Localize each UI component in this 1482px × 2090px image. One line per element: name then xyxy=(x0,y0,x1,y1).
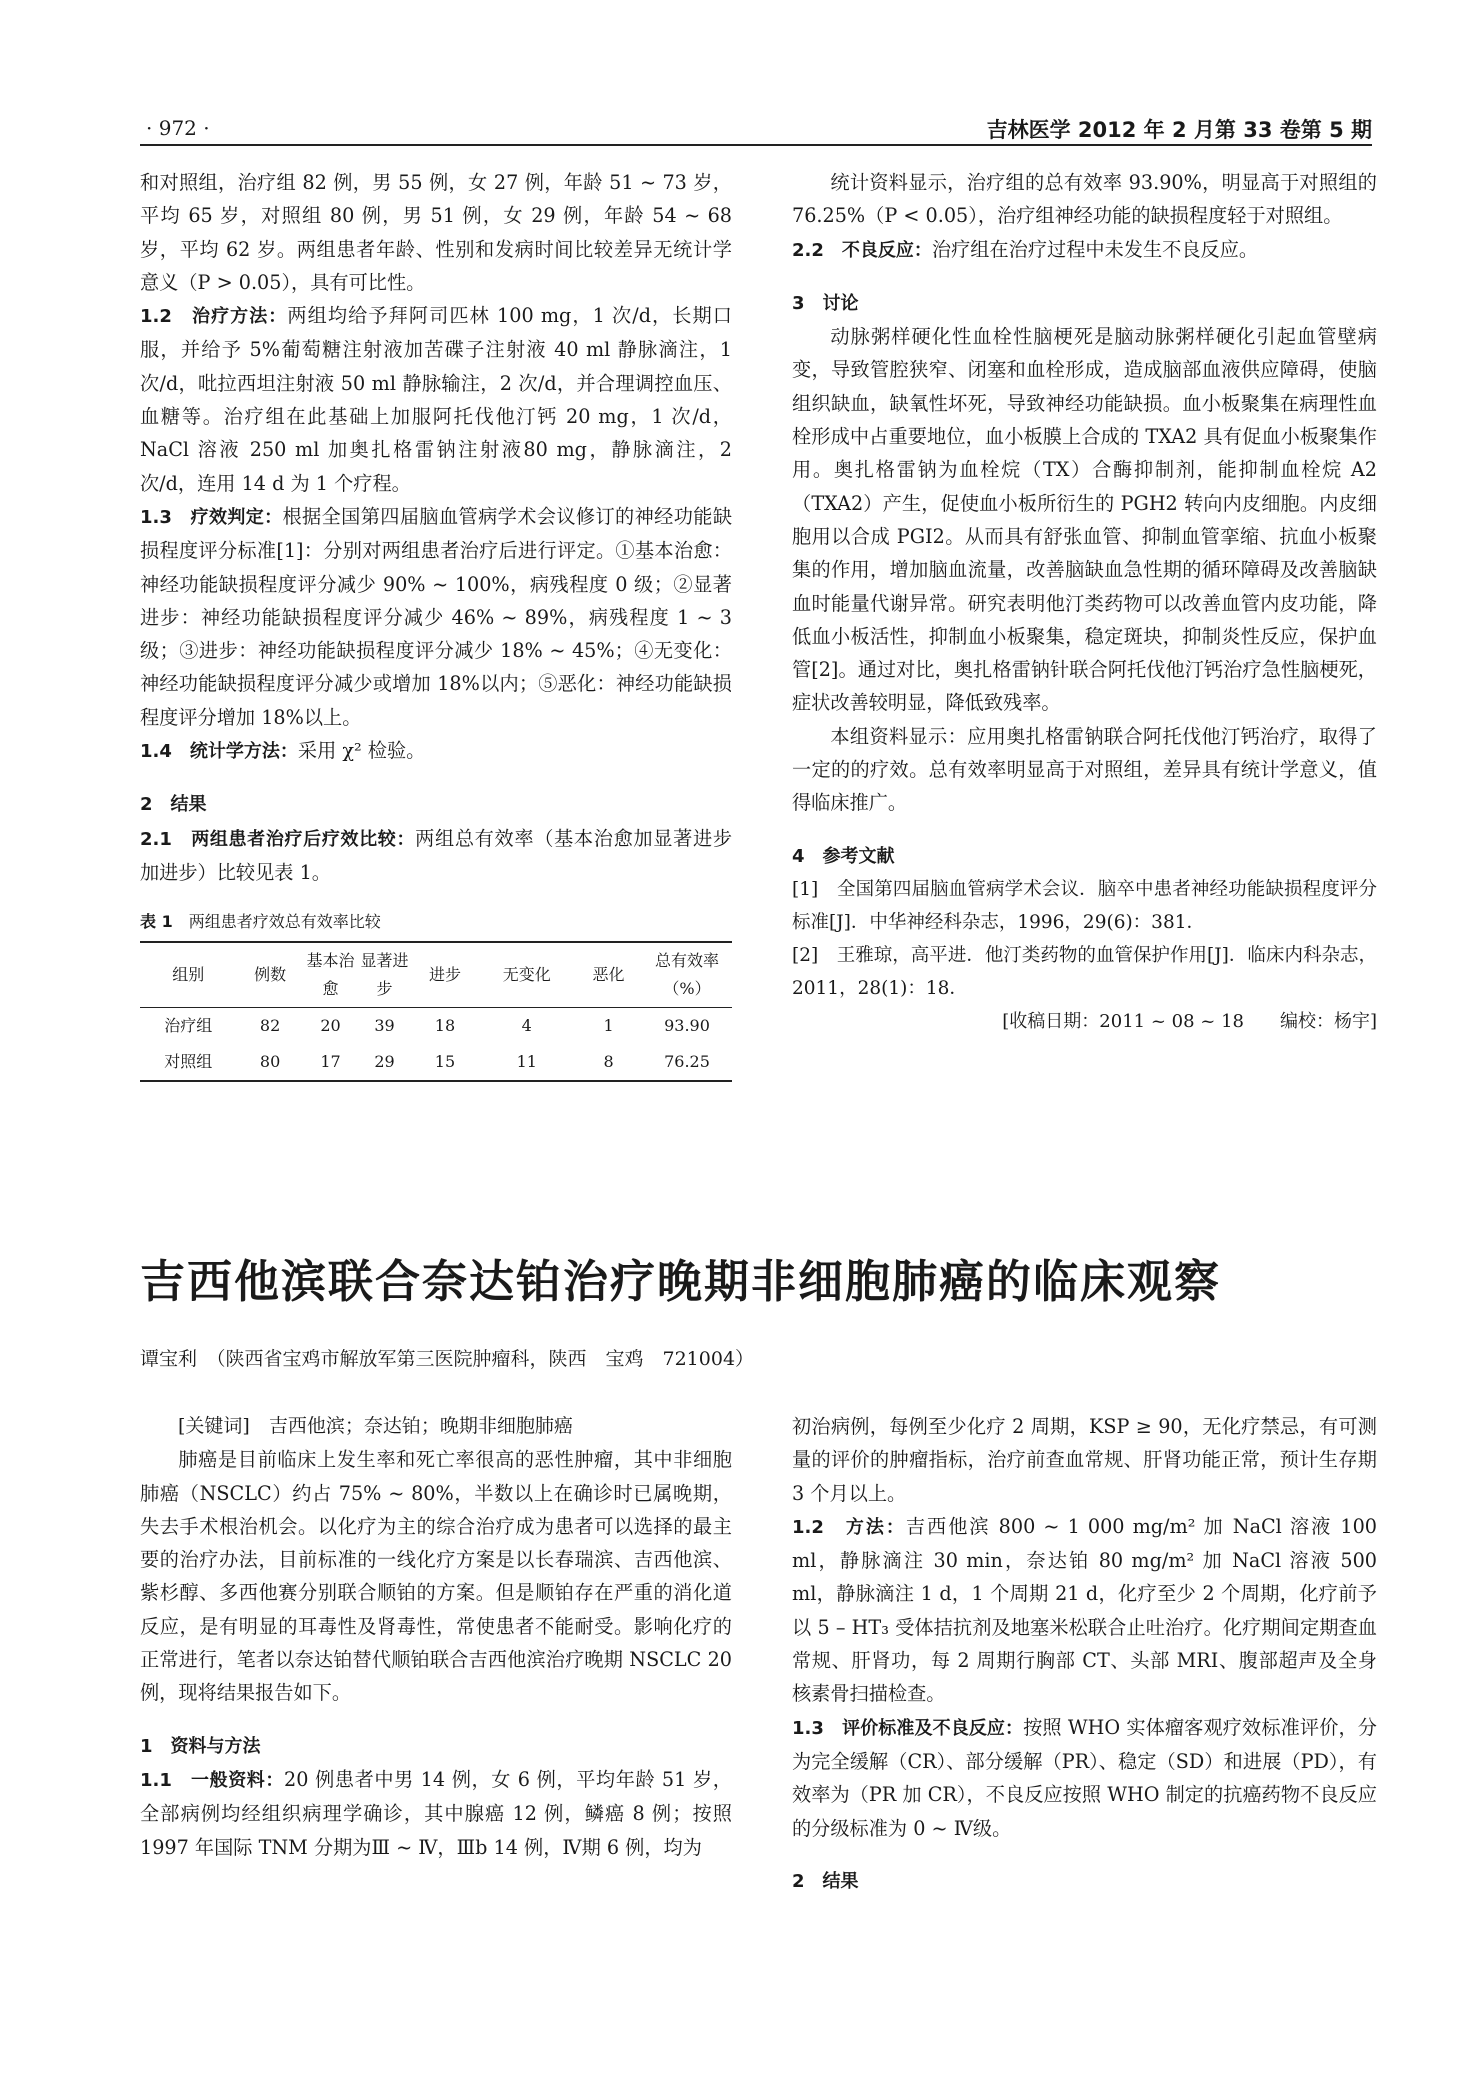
section-heading-references: 4 参考文献 xyxy=(792,845,895,867)
table-cell: 93.90 xyxy=(664,1016,710,1036)
keywords xyxy=(140,1410,732,1443)
section-label: 1.3 疗效判定： xyxy=(140,506,283,528)
table-header: 显著进步 xyxy=(360,951,409,999)
table-number: 表 1 xyxy=(140,912,173,932)
section-1-3 xyxy=(792,1711,1377,1845)
table-header: 进步 xyxy=(428,965,461,985)
table-row xyxy=(140,1044,732,1081)
section-text: 两组总有效率（基本治愈加显著进步加进步）比较见表 1。 xyxy=(140,826,733,884)
received-date: [收稿日期：2011 ~ 08 ~ 18 编校：杨宇] xyxy=(1002,1010,1377,1032)
section-heading-results: 2 结果 xyxy=(140,794,207,816)
left-column xyxy=(140,166,732,1082)
paragraph: 本组资料显示：应用奥扎格雷钠联合阿托伐他汀钙治疗，取得了一定的的疗效。总有效率明显高于对照组，差异具有统计学意义，值得临床推广。 xyxy=(792,724,1377,815)
section-1-3 xyxy=(140,500,732,734)
section-1-1 xyxy=(140,1763,732,1864)
table-cell: 29 xyxy=(374,1052,395,1072)
table-cell: 17 xyxy=(320,1052,341,1072)
table-header: 总有效率（%） xyxy=(654,951,719,999)
table-title: 两组患者疗效总有效率比较 xyxy=(188,912,381,932)
paragraph: 动脉粥样硬化性血栓性脑梗死是脑动脉粥样硬化引起血管壁病变，导致管腔狭窄、闭塞和血栓形成，造成脑部血液供应障碍，使脑组织缺血，缺氧性坏死，导致神经功能缺损。血小板聚集在病理性血栓形成中占重要地位，血小板膜上合成的 TXA2 具有促血小板聚集作用。奥扎格雷钠为血栓烷（TX）合酶抑制剂，能抑制血栓烷 A2（TXA2）产生，促使血小板所衍生的 PGH2 转向内皮细胞。内皮细胞用以合成 PGI2。从而具有舒张血管、抑制血管挛缩、抗血小板聚集的作用，增加脑血流量，改善脑缺血急性期的循环障碍及改善脑缺血时能量代谢异常。研究表明他汀类药物可以改善血管内皮功能，降低血小板活性，抑制血小板聚集，稳定斑块，抑制炎性反应，保护血管[2]。通过对比，奥扎格雷钠针联合阿托伐他汀钙治疗急性脑梗死，症状改善较明显，降低致残率。 xyxy=(792,325,1377,715)
article-title: 吉西他滨联合奈达铂治疗晚期非细胞肺癌的临床观察 xyxy=(140,1255,1222,1308)
section-label: 1.3 评价标准及不良反应： xyxy=(792,1717,1024,1739)
reference-item: [2] 王雅琼，高平进．他汀类药物的血管保护作用[J]．临床内科杂志，2011，28(1)：18． xyxy=(792,944,1377,999)
table-cell: 治疗组 xyxy=(164,1016,213,1036)
table-cell: 11 xyxy=(516,1052,537,1072)
table-cell: 39 xyxy=(374,1016,395,1036)
paragraph: 初治病例，每例至少化疗 2 周期，KSP ≥ 90，无化疗禁忌，有可测量的评价的肿瘤指标，治疗前查血常规、肝肾功能正常，预计生存期 3 个月以上。 xyxy=(792,1415,1377,1505)
section-text: 两组均给予拜阿司匹林 100 mg，1 次/d，长期口服，并给予 5%葡萄糖注射液加苦碟子注射液 40 ml 静脉滴注，1 次/d，吡拉西坦注射液 50 ml 静脉输注，2 次/d，并合理调控血压、血糖等。治疗组在此基础上加服阿托伐他汀钙 20 mg，1 次/d，NaCl 溶液 250 ml 加奥扎格雷钠注射液80 mg，静脉滴注，2 次/d，连用 14 d 为 1 个疗程。 xyxy=(140,304,732,495)
section-label: 2.1 两组患者治疗后疗效比较： xyxy=(140,828,416,850)
section-text: 根据全国第四届脑血管病学术会议修订的神经功能缺损程度评分标准[1]：分别对两组患者治疗后进行评定。①基本治愈：神经功能缺损程度评分减少 90% ~ 100%，病残程度 0 级；②显著进步：神经功能缺损程度评分减少 46% ~ 89%，病残程度 1 ~ 3 级；③进步：神经功能缺损程度评分减少 18% ~ 45%；④无变化：神经功能缺损程度评分减少或增加 18%以内；⑤恶化：神经功能缺损程度评分增加 18%以上。 xyxy=(140,504,733,729)
page-number: · 972 · xyxy=(146,116,210,140)
table-header: 组别 xyxy=(172,965,205,985)
table-cell: 对照组 xyxy=(164,1052,213,1072)
table-cell: 4 xyxy=(521,1016,532,1036)
article2-right-column xyxy=(792,1410,1377,1898)
section-text: 20 例患者中男 14 例，女 6 例，平均年龄 51 岁，全部病例均经组织病理学确诊，其中腺癌 12 例，鳞癌 8 例；按照 1997 年国际 TNM 分期为Ⅲ ~ Ⅳ，Ⅲb 14 例，Ⅳ期 6 例，均为 xyxy=(140,1767,732,1859)
paragraph: 和对照组，治疗组 82 例，男 55 例，女 27 例，年龄 51 ~ 73 岁，平均 65 岁，对照组 80 例，男 51 例，女 29 例，年龄 54 ~ 68 岁，平均 62 岁。两组患者年龄、性别和发病时间比较差异无统计学意义（P > 0.05），具有可比性。 xyxy=(140,171,732,294)
section-heading-methods: 1 资料与方法 xyxy=(140,1735,261,1757)
section-1-2 xyxy=(140,299,732,500)
section-heading-discussion: 3 讨论 xyxy=(792,292,859,314)
table-row xyxy=(140,1008,732,1045)
table-cell: 1 xyxy=(603,1016,614,1036)
author-affiliation: 谭宝利 （陕西省宝鸡市解放军第三医院肿瘤科，陕西 宝鸡 721004） xyxy=(140,1348,755,1370)
section-label: 1.2 方法： xyxy=(792,1516,906,1538)
section-1-2 xyxy=(792,1510,1377,1711)
keywords-text: 吉西他滨；奈达铂；晚期非细胞肺癌 xyxy=(268,1415,573,1437)
table-cell: 18 xyxy=(434,1016,456,1036)
table-cell: 80 xyxy=(259,1052,281,1072)
article2-left-column xyxy=(140,1410,732,1864)
section-label: 1.1 一般资料： xyxy=(140,1769,284,1791)
table-cell: 82 xyxy=(259,1016,281,1036)
table-cell: 76.25 xyxy=(664,1052,710,1072)
table-header: 无变化 xyxy=(502,965,551,985)
section-text: 治疗组在治疗过程中未发生不良反应。 xyxy=(931,237,1259,261)
table-cell: 15 xyxy=(434,1052,456,1072)
table-cell: 8 xyxy=(603,1052,614,1072)
table-header: 例数 xyxy=(254,965,287,985)
section-heading-results: 2 结果 xyxy=(792,1870,859,1892)
section-label: 1.4 统计学方法： xyxy=(140,741,298,763)
section-label: 1.2 治疗方法： xyxy=(140,306,288,328)
section-2-2 xyxy=(792,233,1377,267)
section-2-1 xyxy=(140,822,732,890)
table-caption xyxy=(140,909,732,935)
section-1-4 xyxy=(140,734,732,768)
section-label: 2.2 不良反应： xyxy=(792,239,932,261)
section-text: 吉西他滨 800 ~ 1 000 mg/m² 加 NaCl 溶液 100 ml，静脉滴注 30 min，奈达铂 80 mg/m² 加 NaCl 溶液 500 ml，静脉滴注 1 d，1 个周期 21 d，化疗至少 2 个周期，化疗前予以 5 – HT₃ 受体拮抗剂及地塞米松联合止吐治疗。化疗期间定期查血常规、肝肾功，每 2 周期行胸部 CT、头部 MRI、腹部超声及全身核素骨扫描检查。 xyxy=(792,1514,1377,1706)
table-header: 恶化 xyxy=(592,965,625,985)
reference-item: [1] 全国第四届脑血管病学术会议．脑卒中患者神经功能缺损程度评分标准[J]．中华神经科杂志，1996，29(6)：381． xyxy=(792,878,1377,933)
running-header xyxy=(140,112,1372,146)
section-text: 按照 WHO 实体瘤客观疗效标准评价，分为完全缓解（CR）、部分缓解（PR）、稳定（SD）和进展（PD），有效率为（PR 加 CR），不良反应按照 WHO 制定的抗癌药物不良反应的分级标准为 0 ~ Ⅳ级。 xyxy=(792,1715,1377,1840)
right-column xyxy=(792,166,1377,1038)
section-text: 采用 χ² 检验。 xyxy=(297,739,426,763)
table-header: 基本治愈 xyxy=(306,951,355,999)
efficacy-table xyxy=(140,941,732,1082)
paragraph: 统计资料显示，治疗组的总有效率 93.90%，明显高于对照组的 76.25%（P < 0.05），治疗组神经功能的缺损程度轻于对照组。 xyxy=(792,171,1377,228)
table-cell: 20 xyxy=(320,1016,341,1036)
journal-citation: 吉林医学 2012 年 2 月第 33 卷第 5 期 xyxy=(986,118,1372,142)
keywords-label: [关键词] xyxy=(178,1415,250,1437)
paragraph: 肺癌是目前临床上发生率和死亡率很高的恶性肿瘤，其中非细胞肺癌（NSCLC）约占 75% ~ 80%，半数以上在确诊时已属晚期，失去手术根治机会。以化疗为主的综合治疗成为患者可以选择的最主要的治疗办法，目前标准的一线化疗方案是以长春瑞滨、吉西他滨、紫杉醇、多西他赛分别联合顺铂的方案。但是顺铂存在严重的消化道反应，是有明显的耳毒性及肾毒性，常使患者不能耐受。影响化疗的正常进行，笔者以奈达铂替代顺铂联合吉西他滨治疗晚期 NSCLC 20 例，现将结果报告如下。 xyxy=(140,1448,732,1705)
